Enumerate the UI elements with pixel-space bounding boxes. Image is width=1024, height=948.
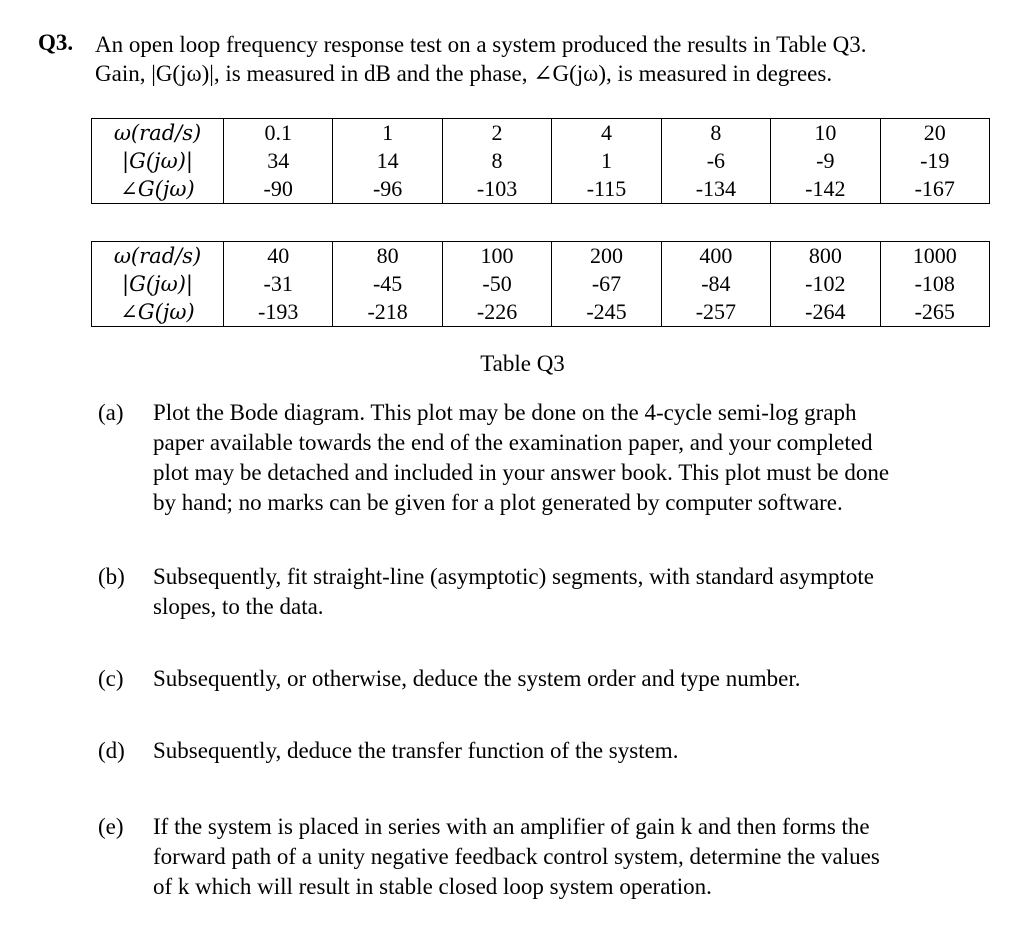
table-cell: 100 xyxy=(442,242,551,271)
table-row-phase xyxy=(92,298,990,327)
part-line: Subsequently, or otherwise, deduce the system order and type number. xyxy=(153,666,801,691)
question-label: Q3. xyxy=(38,30,74,55)
row-header-omega: ω(rad/s) xyxy=(92,242,224,271)
part-label: (c) xyxy=(98,666,124,691)
table-cell: -134 xyxy=(661,175,770,204)
table-cell: 8 xyxy=(661,119,770,148)
table-cell: -265 xyxy=(880,298,989,327)
part-label: (e) xyxy=(98,814,124,839)
intro-line: Gain, |G(jω)|, is measured in dB and the phase, ∠G(jω), is measured in degrees. xyxy=(95,61,833,86)
table-row-phase xyxy=(92,175,990,204)
part-line: If the system is placed in series with an amplifier of gain k and then forms the xyxy=(153,814,870,839)
table-cell: -226 xyxy=(442,298,551,327)
part-text xyxy=(153,398,973,518)
part-line: slopes, to the data. xyxy=(153,594,324,619)
table-cell: -90 xyxy=(224,175,333,204)
row-header-gain: |G(jω)| xyxy=(92,270,224,298)
table-cell: -102 xyxy=(771,270,880,298)
question-intro xyxy=(95,30,995,88)
table-cell: -167 xyxy=(880,175,989,204)
part-label: (a) xyxy=(98,400,124,425)
part-line: Subsequently, deduce the transfer function of the system. xyxy=(153,738,679,763)
table-row-omega xyxy=(92,119,990,148)
table-cell: 1 xyxy=(333,119,442,148)
part-line: by hand; no marks can be given for a plot generated by computer software. xyxy=(153,490,843,515)
table-cell: -108 xyxy=(880,270,989,298)
part-line: Subsequently, fit straight-line (asymptotic) segments, with standard asymptote xyxy=(153,564,874,589)
table-cell: -245 xyxy=(552,298,661,327)
row-header-phase: ∠G(jω) xyxy=(92,175,224,204)
table-cell: -96 xyxy=(333,175,442,204)
intro-line: An open loop frequency response test on a system produced the results in Table Q3. xyxy=(95,32,867,57)
part-text xyxy=(153,736,973,766)
table-cell: 800 xyxy=(771,242,880,271)
part-line: of k which will result in stable closed loop system operation. xyxy=(153,874,712,899)
table-cell: -84 xyxy=(661,270,770,298)
part-label: (d) xyxy=(98,738,125,763)
table-cell: -67 xyxy=(552,270,661,298)
data-table-2 xyxy=(91,241,990,327)
table-cell: 2 xyxy=(442,119,551,148)
table-cell: 1 xyxy=(552,147,661,175)
table-cell: 80 xyxy=(333,242,442,271)
row-header-omega: ω(rad/s) xyxy=(92,119,224,148)
table-row-omega xyxy=(92,242,990,271)
table-row-gain xyxy=(92,270,990,298)
table-cell: 400 xyxy=(661,242,770,271)
table-cell: -103 xyxy=(442,175,551,204)
part-text xyxy=(153,562,973,622)
table-cell: 200 xyxy=(552,242,661,271)
table-cell: -142 xyxy=(771,175,880,204)
table-cell: 14 xyxy=(333,147,442,175)
row-header-gain: |G(jω)| xyxy=(92,147,224,175)
part-line: paper available towards the end of the examination paper, and your completed xyxy=(153,430,873,455)
table-cell: 34 xyxy=(224,147,333,175)
table-cell: -19 xyxy=(880,147,989,175)
table-cell: -218 xyxy=(333,298,442,327)
table-cell: -9 xyxy=(771,147,880,175)
part-text xyxy=(153,812,973,902)
data-table-1 xyxy=(91,118,990,204)
table-cell: -6 xyxy=(661,147,770,175)
row-header-phase: ∠G(jω) xyxy=(92,298,224,327)
table-cell: 40 xyxy=(224,242,333,271)
table-cell: 20 xyxy=(880,119,989,148)
table-cell: -45 xyxy=(333,270,442,298)
table-row-gain xyxy=(92,147,990,175)
table-cell: -193 xyxy=(224,298,333,327)
table-cell: -264 xyxy=(771,298,880,327)
table-cell: 8 xyxy=(442,147,551,175)
part-text xyxy=(153,664,973,694)
table-cell: 10 xyxy=(771,119,880,148)
table-cell: 1000 xyxy=(880,242,989,271)
table-cell: -31 xyxy=(224,270,333,298)
table-cell: -50 xyxy=(442,270,551,298)
part-line: plot may be detached and included in your answer book. This plot must be done xyxy=(153,460,890,485)
table-cell: -115 xyxy=(552,175,661,204)
part-line: Plot the Bode diagram. This plot may be done on the 4-cycle semi-log graph xyxy=(153,400,857,425)
table-cell: 0.1 xyxy=(224,119,333,148)
table-caption: Table Q3 xyxy=(480,351,565,376)
part-label: (b) xyxy=(98,564,125,589)
part-line: forward path of a unity negative feedback control system, determine the values xyxy=(153,844,880,869)
table-cell: 4 xyxy=(552,119,661,148)
table-cell: -257 xyxy=(661,298,770,327)
